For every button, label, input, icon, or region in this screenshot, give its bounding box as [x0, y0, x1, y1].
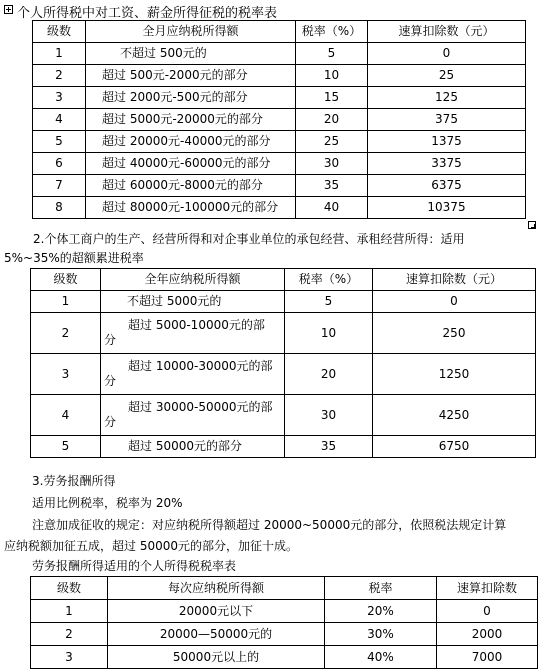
level-cell: 4: [33, 109, 86, 131]
section3-line1: 适用比例税率，税率为 20%: [32, 496, 183, 510]
rate-cell: 35: [296, 175, 368, 197]
range-cell: 超过 80000元-100000元的部分: [86, 197, 296, 219]
deduction-cell: 25: [368, 65, 526, 87]
deduction-cell: 1375: [368, 131, 526, 153]
salary-tax-table: [32, 20, 526, 219]
deduction-cell: 0: [368, 43, 526, 65]
section3-line2: 注意加成征收的规定：对应纳税所得额超过 20000~50000元的部分，依照税法规定计算: [32, 518, 507, 532]
deduction-cell: 2000: [437, 623, 538, 646]
table-row: [33, 65, 526, 87]
rate-cell: 30: [285, 395, 373, 436]
rate-cell: 25: [296, 131, 368, 153]
rate-cell: 20: [296, 109, 368, 131]
table-header-row: [31, 269, 536, 291]
header-cell: 级数: [31, 577, 108, 600]
table-row: [33, 153, 526, 175]
range-cell: 20000元以下: [108, 600, 325, 623]
deduction-cell: 0: [437, 600, 538, 623]
level-cell: 2: [33, 65, 86, 87]
range-cell: 超过 20000元-40000元的部分: [86, 131, 296, 153]
rate-cell: 5: [296, 43, 368, 65]
level-cell: 4: [31, 395, 101, 436]
rate-cell: 40%: [325, 646, 437, 669]
rate-cell: 10: [285, 313, 373, 354]
level-cell: 3: [33, 87, 86, 109]
range-cell: 超过 50000元的部分: [101, 436, 285, 458]
section2-intro-line2: 5%~35%的超额累进税率: [4, 251, 144, 265]
deduction-cell: 6375: [368, 175, 526, 197]
deduction-cell: 1250: [373, 354, 536, 395]
level-cell: 1: [33, 43, 86, 65]
level-cell: 1: [31, 600, 108, 623]
level-cell: 8: [33, 197, 86, 219]
level-cell: 5: [33, 131, 86, 153]
level-cell: 3: [31, 646, 108, 669]
rate-cell: 35: [285, 436, 373, 458]
header-cell: 税率（%）: [296, 21, 368, 43]
deduction-cell: 7000: [437, 646, 538, 669]
deduction-cell: 250: [373, 313, 536, 354]
labor-tax-table: [30, 576, 538, 669]
header-cell: 级数: [33, 21, 86, 43]
deduction-cell: 10375: [368, 197, 526, 219]
range-text-line1: 超过 5000-10000元的部: [128, 318, 265, 332]
range-cell: [101, 313, 285, 354]
business-tax-table: [30, 268, 536, 458]
level-cell: 7: [33, 175, 86, 197]
rate-cell: 15: [296, 87, 368, 109]
range-cell: 50000元以上的: [108, 646, 325, 669]
header-cell: 全月应纳税所得额: [86, 21, 296, 43]
deduction-cell: 0: [373, 291, 536, 313]
header-cell: 速算扣除数（元）: [373, 269, 536, 291]
rate-cell: 20: [285, 354, 373, 395]
range-cell: 不超过 500元的: [86, 43, 296, 65]
table-row: [33, 109, 526, 131]
table-row: [31, 291, 536, 313]
table-header-row: [31, 577, 538, 600]
table-row: [33, 43, 526, 65]
section3-table-title: 劳务报酬所得适用的个人所得税税率表: [32, 559, 237, 573]
table-row: [33, 197, 526, 219]
header-cell: 速算扣除数（元）: [368, 21, 526, 43]
section3-title: 3.劳务报酬所得: [32, 474, 116, 488]
table-row: [31, 354, 536, 395]
level-cell: 6: [33, 153, 86, 175]
table-row: [33, 131, 526, 153]
range-text-line2: 分: [104, 333, 117, 347]
range-cell: [101, 395, 285, 436]
rate-cell: 10: [296, 65, 368, 87]
section3-line3: 应纳税额加征五成，超过 50000元的部分，加征十成。: [4, 539, 298, 553]
deduction-cell: 3375: [368, 153, 526, 175]
table-row: [31, 646, 538, 669]
table-row: [31, 395, 536, 436]
range-text-line1: 超过 30000-50000元的部: [128, 400, 273, 414]
range-text-line2: 分: [104, 415, 117, 429]
level-cell: 1: [31, 291, 101, 313]
range-text-line2: 分: [104, 374, 117, 388]
range-cell: 超过 2000元-500元的部分: [86, 87, 296, 109]
deduction-cell: 375: [368, 109, 526, 131]
table-row: [31, 313, 536, 354]
header-cell: 税率（%）: [285, 269, 373, 291]
header-cell: 速算扣除数: [437, 577, 538, 600]
header-cell: 级数: [31, 269, 101, 291]
section2-intro-line1: 2.个体工商户的生产、经营所得和对企事业单位的承包经营、承租经营所得：适用: [33, 232, 465, 246]
section1-title: 个人所得税中对工资、薪金所得征税的税率表: [17, 6, 278, 21]
range-cell: 超过 500元-2000元的部分: [86, 65, 296, 87]
deduction-cell: 4250: [373, 395, 536, 436]
rate-cell: 30%: [325, 623, 437, 646]
table-row: [33, 87, 526, 109]
range-cell: 超过 40000元-60000元的部分: [86, 153, 296, 175]
range-cell: [101, 354, 285, 395]
range-text-line1: 超过 10000-30000元的部: [128, 359, 273, 373]
range-cell: 超过 5000元-20000元的部分: [86, 109, 296, 131]
rate-cell: 5: [285, 291, 373, 313]
expand-icon[interactable]: [4, 5, 13, 14]
range-cell: 超过 60000元-8000元的部分: [86, 175, 296, 197]
table-row: [31, 436, 536, 458]
header-cell: 全年应纳税所得额: [101, 269, 285, 291]
rate-cell: 20%: [325, 600, 437, 623]
header-cell: 税率: [325, 577, 437, 600]
rate-cell: 40: [296, 197, 368, 219]
level-cell: 3: [31, 354, 101, 395]
level-cell: 2: [31, 623, 108, 646]
range-cell: 20000—50000元的: [108, 623, 325, 646]
table-header-row: [33, 21, 526, 43]
level-cell: 2: [31, 313, 101, 354]
deduction-cell: 125: [368, 87, 526, 109]
table-row: [31, 623, 538, 646]
header-cell: 每次应纳税所得额: [108, 577, 325, 600]
level-cell: 5: [31, 436, 101, 458]
range-cell: 不超过 5000元的: [101, 291, 285, 313]
table-row: [33, 175, 526, 197]
table-row: [31, 600, 538, 623]
deduction-cell: 6750: [373, 436, 536, 458]
rate-cell: 30: [296, 153, 368, 175]
anchor-icon: [528, 221, 536, 229]
